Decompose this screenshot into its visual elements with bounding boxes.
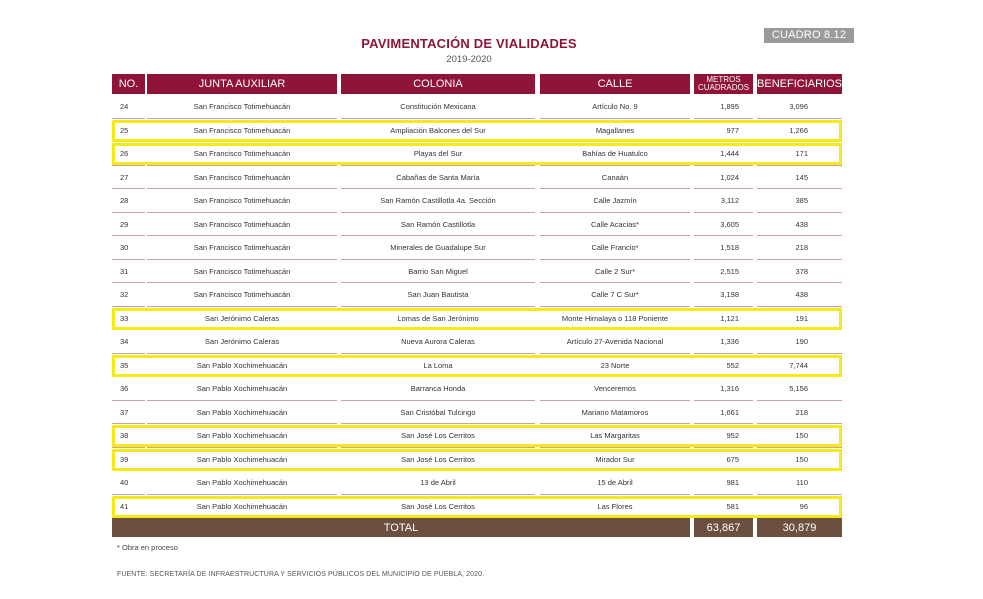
cell-junta: San Pablo Xochimehuacán — [196, 454, 288, 464]
cell-metros: 3,198 — [720, 290, 739, 300]
header-colonia: COLONIA — [341, 74, 535, 94]
cell-junta: San Pablo Xochimehuacán — [196, 384, 288, 394]
cell-metros: 1,336 — [720, 337, 739, 347]
cell-calle: Artículo No. 9 — [592, 102, 638, 112]
cell-metros: 1,444 — [720, 149, 739, 159]
cell-metros: 1,121 — [720, 313, 739, 323]
cell-calle: Venceremos — [594, 384, 636, 394]
highlight-box — [112, 143, 842, 165]
cell-beneficiarios: 218 — [795, 243, 808, 253]
cell-colonia: Lomas de San Jerónimo — [397, 313, 479, 323]
cell-beneficiarios: 96 — [799, 501, 808, 511]
cell-colonia: San José Los Cerritos — [401, 454, 475, 464]
cell-junta: San Francisco Totimehuacán — [193, 125, 291, 135]
highlight-box — [112, 355, 842, 377]
cell-junta: San Pablo Xochimehuacán — [196, 407, 288, 417]
highlight-box — [112, 308, 842, 330]
cell-calle: Las Flores — [597, 501, 633, 511]
cell-metros: 1,316 — [720, 384, 739, 394]
footnote: * Obra en proceso — [117, 543, 178, 552]
cell-colonia: San José Los Cerritos — [401, 431, 475, 441]
cell-metros: 977 — [726, 125, 739, 135]
cell-colonia: San José Los Cerritos — [401, 501, 475, 511]
cell-junta: San Francisco Totimehuacán — [193, 172, 291, 182]
cell-metros: 552 — [726, 360, 739, 370]
header-no: NO. — [112, 74, 145, 94]
cell-beneficiarios: 3,096 — [789, 102, 808, 112]
cell-calle: Canaán — [601, 172, 629, 182]
cell-no: 40 — [120, 478, 129, 488]
cell-beneficiarios: 218 — [795, 407, 808, 417]
cell-calle: Magallanes — [595, 125, 635, 135]
page-subtitle: 2019-2020 — [446, 54, 492, 65]
cell-calle: Calle 2 Sur* — [594, 266, 636, 276]
cell-metros: 1,895 — [720, 102, 739, 112]
highlight-box — [112, 425, 842, 447]
table-row — [112, 377, 842, 401]
cell-junta: San Pablo Xochimehuacán — [196, 501, 288, 511]
cell-calle: Calle Jazmín — [593, 196, 637, 206]
cell-beneficiarios: 150 — [795, 454, 808, 464]
table-row — [112, 448, 842, 472]
cell-beneficiarios: 5,156 — [789, 384, 808, 394]
cell-junta: San Francisco Totimehuacán — [193, 243, 291, 253]
cell-junta: San Francisco Totimehuacán — [193, 149, 291, 159]
cell-colonia: Playas del Sur — [413, 149, 463, 159]
cell-colonia: Barranca Honda — [410, 384, 466, 394]
cell-junta: San Francisco Totimehuacán — [193, 266, 291, 276]
table-row — [112, 166, 842, 190]
cell-calle: Calle Acacias* — [591, 219, 639, 229]
header-metros-line2: CUADRADOS — [697, 83, 750, 92]
cell-calle: Monte Himalaya o 118 Poniente — [561, 313, 669, 323]
cell-colonia: Minerales de Guadalupe Sur — [390, 243, 486, 253]
cell-junta: San Pablo Xochimehuacán — [196, 431, 288, 441]
cell-beneficiarios: 7,744 — [789, 360, 808, 370]
cell-no: 35 — [120, 360, 129, 370]
table-row — [112, 213, 842, 237]
cell-beneficiarios: 190 — [795, 337, 808, 347]
total-beneficiarios: 30,879 — [757, 518, 842, 537]
cell-calle: Artículo 27-Avenida Nacional — [566, 337, 664, 347]
cell-no: 24 — [120, 102, 129, 112]
table-row — [112, 354, 842, 378]
table-row — [112, 307, 842, 331]
cell-metros: 675 — [726, 454, 739, 464]
table-row — [112, 330, 842, 354]
cell-colonia: Ampliación Balcones del Sur — [390, 125, 486, 135]
table-row — [112, 142, 842, 166]
table-row — [112, 236, 842, 260]
highlight-box — [112, 496, 842, 518]
cell-metros: 1,661 — [720, 407, 739, 417]
cell-no: 34 — [120, 337, 129, 347]
cell-no: 31 — [120, 266, 129, 276]
table-row — [112, 119, 842, 143]
cell-beneficiarios: 1,266 — [789, 125, 808, 135]
cell-beneficiarios: 378 — [795, 266, 808, 276]
cell-calle: Bahías de Huatulco — [582, 149, 648, 159]
cell-metros: 2,515 — [720, 266, 739, 276]
cell-metros: 581 — [726, 501, 739, 511]
cell-beneficiarios: 191 — [795, 313, 808, 323]
source-note: FUENTE: SECRETARÍA DE INFRAESTRUCTURA Y SERVICIOS PÚBLICOS DEL MUNICIPIO DE PUEBLA, 2020. — [117, 571, 485, 578]
cell-metros: 981 — [726, 478, 739, 488]
cell-no: 25 — [120, 125, 129, 135]
page-title: PAVIMENTACIÓN DE VIALIDADES — [361, 36, 577, 51]
cell-junta: San Francisco Totimehuacán — [193, 196, 291, 206]
cell-calle: Mirador Sur — [595, 454, 635, 464]
cell-colonia: Cabañas de Santa María — [396, 172, 480, 182]
header-metros-line1: METROS — [706, 75, 741, 84]
highlight-box — [112, 120, 842, 142]
cell-no: 38 — [120, 431, 129, 441]
table-row — [112, 471, 842, 495]
table-row — [112, 189, 842, 213]
cell-no: 30 — [120, 243, 129, 253]
table-row — [112, 283, 842, 307]
table-number-badge: CUADRO 8.12 — [764, 28, 854, 43]
cell-metros: 1,518 — [720, 243, 739, 253]
cell-junta: San Jerónimo Caleras — [204, 337, 280, 347]
cell-calle: Mariano Matamoros — [581, 407, 649, 417]
cell-no: 28 — [120, 196, 129, 206]
cell-colonia: 13 de Abril — [420, 478, 456, 488]
cell-colonia: San Ramón Castillotla 4a. Sección — [380, 196, 496, 206]
cell-junta: San Francisco Totimehuacán — [193, 290, 291, 300]
cell-colonia: San Ramón Castillotla — [400, 219, 476, 229]
table-row — [112, 401, 842, 425]
cell-metros: 952 — [726, 431, 739, 441]
total-metros: 63,867 — [694, 518, 753, 537]
cell-metros: 3,605 — [720, 219, 739, 229]
cell-beneficiarios: 438 — [795, 219, 808, 229]
cell-junta: San Francisco Totimehuacán — [193, 102, 291, 112]
cell-calle: Calle 7 C Sur* — [591, 290, 639, 300]
cell-junta: San Pablo Xochimehuacán — [196, 478, 288, 488]
cell-beneficiarios: 110 — [796, 478, 808, 488]
cell-beneficiarios: 171 — [795, 149, 808, 159]
cell-no: 39 — [120, 454, 129, 464]
cell-beneficiarios: 145 — [795, 172, 808, 182]
cell-junta: San Jerónimo Caleras — [204, 313, 280, 323]
total-label: TOTAL — [112, 518, 690, 537]
cell-no: 37 — [120, 407, 129, 417]
cell-calle: 15 de Abril — [597, 478, 633, 488]
cell-metros: 1,024 — [720, 172, 739, 182]
cell-junta: San Pablo Xochimehuacán — [196, 360, 288, 370]
cell-metros: 3,112 — [720, 196, 739, 206]
cell-no: 26 — [120, 149, 129, 159]
header-calle: CALLE — [540, 74, 690, 94]
cell-beneficiarios: 438 — [795, 290, 808, 300]
cell-no: 33 — [120, 313, 129, 323]
cell-beneficiarios: 385 — [795, 196, 808, 206]
cell-junta: San Francisco Totimehuacán — [193, 219, 291, 229]
cell-colonia: San Juan Bautista — [407, 290, 469, 300]
cell-colonia: La Loma — [423, 360, 453, 370]
cell-no: 29 — [120, 219, 129, 229]
header-beneficiarios: BENEFICIARIOS — [757, 74, 842, 94]
cell-calle: 23 Norte — [600, 360, 630, 370]
table-row — [112, 260, 842, 284]
cell-no: 27 — [120, 172, 129, 182]
cell-colonia: San Cristóbal Tulcingo — [400, 407, 476, 417]
highlight-box — [112, 449, 842, 471]
cell-colonia: Barrio San Miguel — [408, 266, 468, 276]
cell-no: 32 — [120, 290, 129, 300]
cell-no: 41 — [120, 501, 129, 511]
table-row — [112, 495, 842, 519]
cell-calle: Las Margaritas — [590, 431, 640, 441]
table-row — [112, 95, 842, 119]
table-row — [112, 424, 842, 448]
cell-calle: Calle Francio* — [591, 243, 639, 253]
cell-beneficiarios: 150 — [795, 431, 808, 441]
cell-colonia: Constitución Mexicana — [400, 102, 476, 112]
cell-colonia: Nueva Aurora Caleras — [401, 337, 475, 347]
cell-no: 36 — [120, 384, 129, 394]
header-junta-auxiliar: JUNTA AUXILIAR — [147, 74, 337, 94]
